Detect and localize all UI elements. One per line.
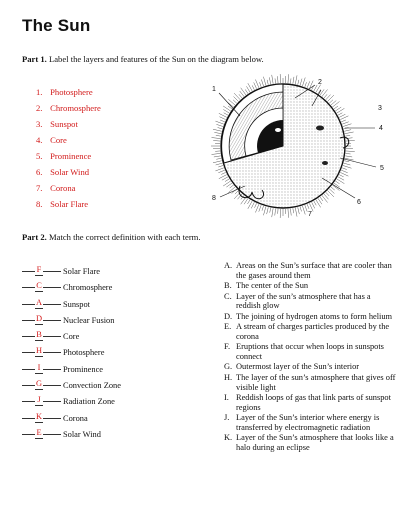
diagram-label: 6 (357, 199, 361, 206)
diagram-label: 1 (212, 86, 216, 93)
answer-letter[interactable]: D (35, 313, 43, 323)
sunspot (322, 161, 328, 165)
definition-item: H. The layer of the sun’s atmosphere that gives off visible light (224, 372, 396, 392)
answer-letter[interactable]: J (35, 395, 43, 406)
answer-item: 8. Solar Flare (36, 199, 89, 209)
answer-item: 5. Prominence (36, 151, 92, 161)
term-row: I Prominence (22, 359, 121, 375)
page-title: The Sun (22, 16, 91, 35)
part2-label: Part 2. (22, 232, 47, 242)
answer-letter[interactable]: B (36, 330, 42, 340)
definition-item: J. Layer of the Sun’s interior where energy is transferred by electromagnetic radiation (224, 413, 380, 433)
answer-letter[interactable]: G (35, 379, 43, 389)
answer-letter[interactable]: F (36, 265, 42, 274)
diagram-label: 4 (379, 125, 383, 132)
definition-item: B. The center of the Sun (224, 281, 309, 291)
definition-list (224, 261, 396, 454)
definition-item: C. Layer of the sun’s atmosphere that has a reddish glow (224, 291, 371, 311)
answer-letter[interactable]: A (35, 297, 43, 307)
definition-item: F. Eruptions that occur when loops in sunspots connect (224, 342, 384, 362)
part2-text: Match the correct definition with each term. (48, 232, 201, 242)
part2-instruction (22, 232, 201, 242)
answer-item: 2. Chromosphere (36, 103, 101, 113)
term-row: A Sunspot (22, 294, 121, 310)
answer-letter[interactable]: I (35, 363, 43, 374)
diagram-label: 2 (318, 79, 322, 86)
term-row: K Corona (22, 408, 121, 424)
term-row: J Radiation Zone (22, 391, 121, 407)
answer-letter[interactable]: H (35, 346, 43, 356)
term-row: B Core (22, 326, 121, 342)
term-row: G Convection Zone (22, 375, 121, 391)
sunspot (316, 126, 324, 131)
diagram-label: 3 (378, 105, 382, 112)
part1-text: Label the layers and features of the Sun on the diagram below. (48, 54, 264, 64)
answer-item: 7. Corona (36, 183, 76, 193)
answer-letter[interactable]: K (35, 411, 43, 421)
answer-item: 1. Photosphere (36, 87, 93, 97)
definition-item: E. A stream of charges particles produced by the corona (224, 322, 390, 341)
term-row: D Nuclear Fusion (22, 310, 121, 326)
answer-letter[interactable]: C (36, 281, 42, 291)
term-row: H Photosphere (22, 342, 121, 358)
term-row: F Solar Flare (22, 261, 121, 277)
definition-item: G. Outermost layer of the Sun’s interior (224, 362, 360, 372)
part1-answer-list (36, 84, 101, 212)
diagram-label: 7 (308, 211, 312, 218)
answer-item: 3. Sunspot (36, 119, 78, 129)
term-row: E Solar Wind (22, 424, 121, 440)
sun-diagram (200, 68, 395, 218)
part1-instruction (22, 54, 264, 64)
definition-item: I. Reddish loops of gas that link parts of sunspot regions (224, 392, 391, 412)
definition-item: K. Layer of the Sun’s atmosphere that looks like a halo during an eclipse (224, 433, 394, 453)
answer-item: 4. Core (36, 135, 67, 145)
diagram-label: 5 (380, 165, 384, 172)
definition-item: A. Areas on the Sun’s surface that are cooler than the gases around them (224, 261, 392, 280)
part1-label: Part 1. (22, 54, 47, 64)
core-highlight (275, 128, 281, 132)
term-row: C Chromosphere (22, 277, 121, 293)
diagram-label: 8 (212, 195, 216, 202)
definition-item: D. The joining of hydrogen atoms to form helium (224, 311, 393, 321)
term-list (22, 261, 121, 440)
answer-letter[interactable]: E (36, 427, 42, 437)
answer-item: 6. Solar Wind (36, 167, 90, 177)
